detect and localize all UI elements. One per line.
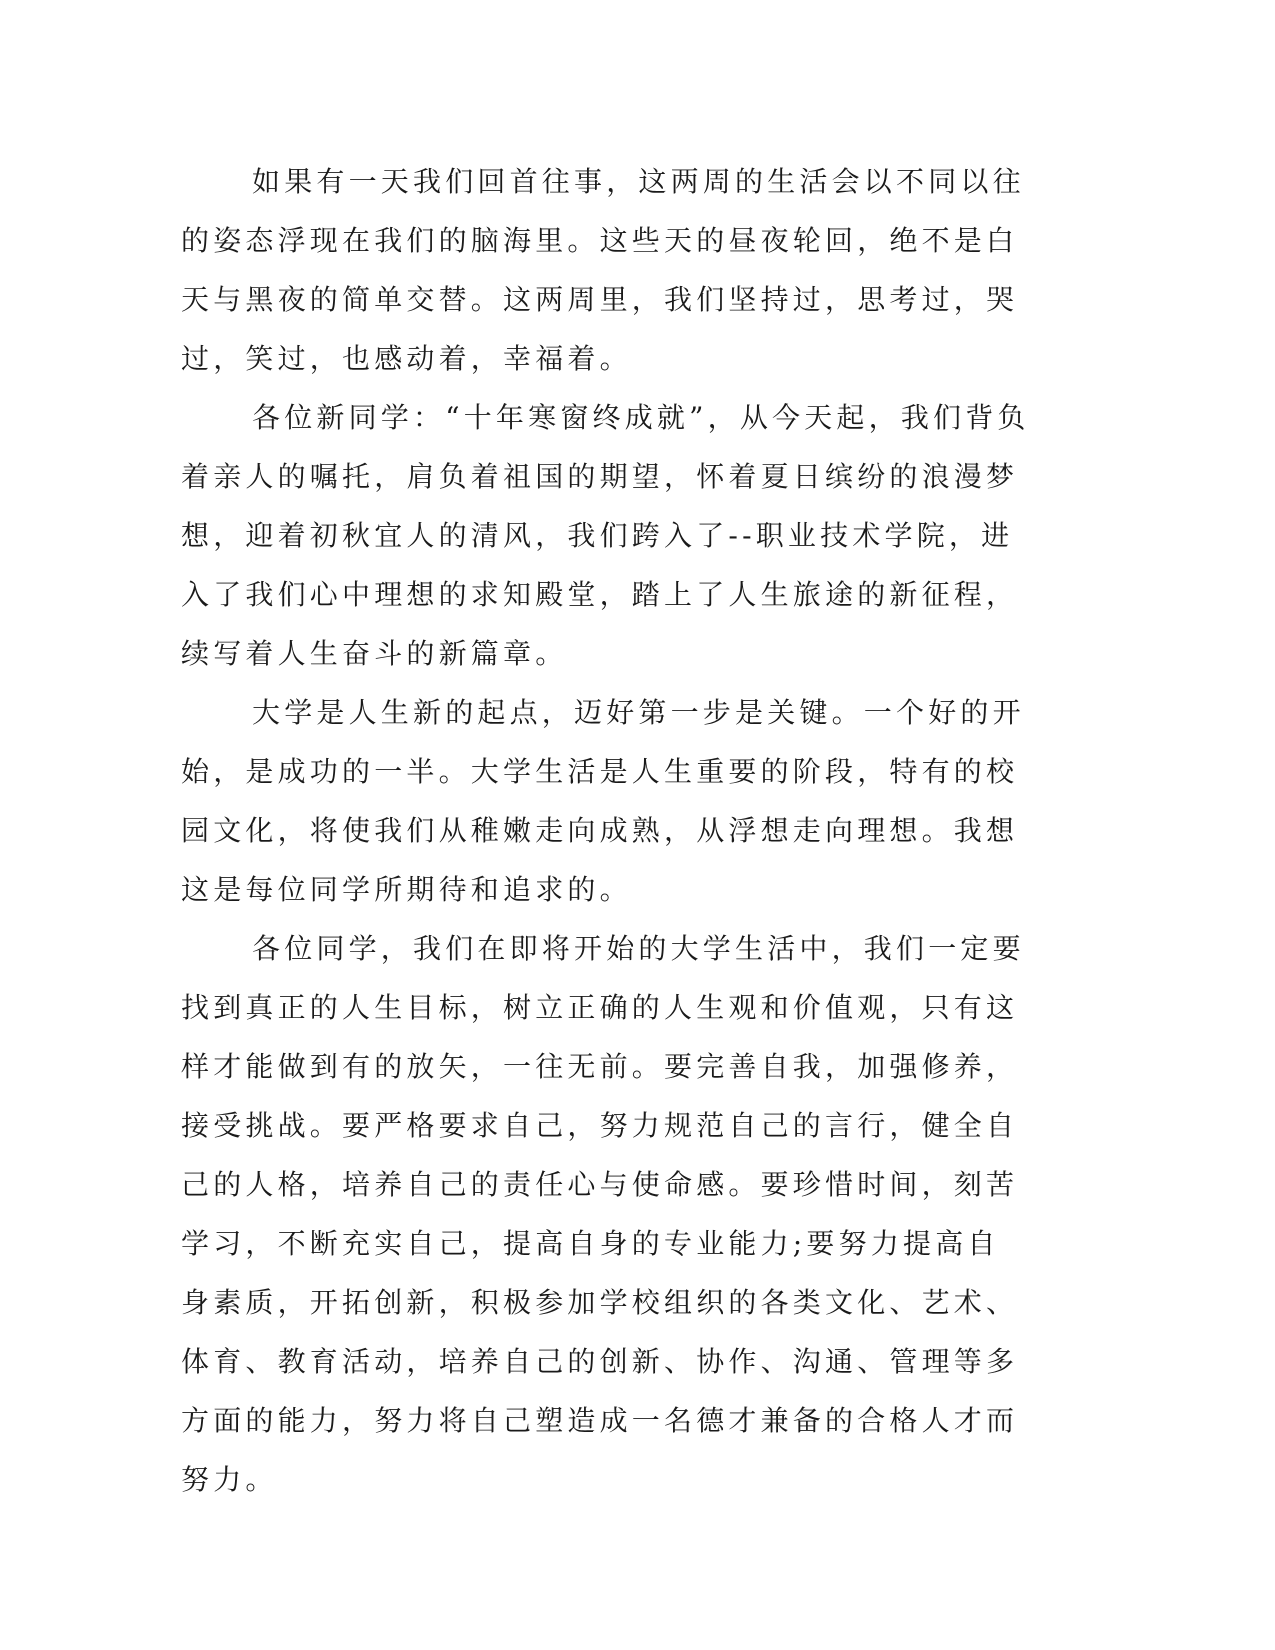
paragraph-2: 各位新同学：“十年寒窗终成就”，从今天起，我们背负着亲人的嘱托，肩负着祖国的期望，怀着夏日缤纷的浪漫梦想，迎着初秋宜人的清风，我们跨入了--职业技术学院，进入了我们心中理想的求知殿堂，踏上了人生旅途的新征程，续写着人生奋斗的新篇章。 <box>181 401 1030 670</box>
document-body <box>181 152 1031 1509</box>
paragraph-4: 各位同学，我们在即将开始的大学生活中，我们一定要找到真正的人生目标，树立正确的人生观和价值观，只有这样才能做到有的放矢，一往无前。要完善自我，加强修养，接受挑战。要严格要求自己，努力规范自己的言行，健全自己的人格，培养自己的责任心与使命感。要珍惜时间，刻苦学习，不断充实自己，提高自身的专业能力;要努力提高自身素质，开拓创新，积极参加学校组织的各类文化、艺术、体育、教育活动，培养自己的创新、协作、沟通、管理等多方面的能力，努力将自己塑造成一名德才兼备的合格人才而努力。 <box>181 932 1025 1496</box>
paragraph-1: 如果有一天我们回首往事，这两周的生活会以不同以往的姿态浮现在我们的脑海里。这些天的昼夜轮回，绝不是白天与黑夜的简单交替。这两周里，我们坚持过，思考过，哭过，笑过，也感动着，幸福着。 <box>181 165 1025 375</box>
paragraph-3: 大学是人生新的起点，迈好第一步是关键。一个好的开始，是成功的一半。大学生活是人生重要的阶段，特有的校园文化，将使我们从稚嫩走向成熟，从浮想走向理想。我想这是每位同学所期待和追求的。 <box>181 696 1025 906</box>
